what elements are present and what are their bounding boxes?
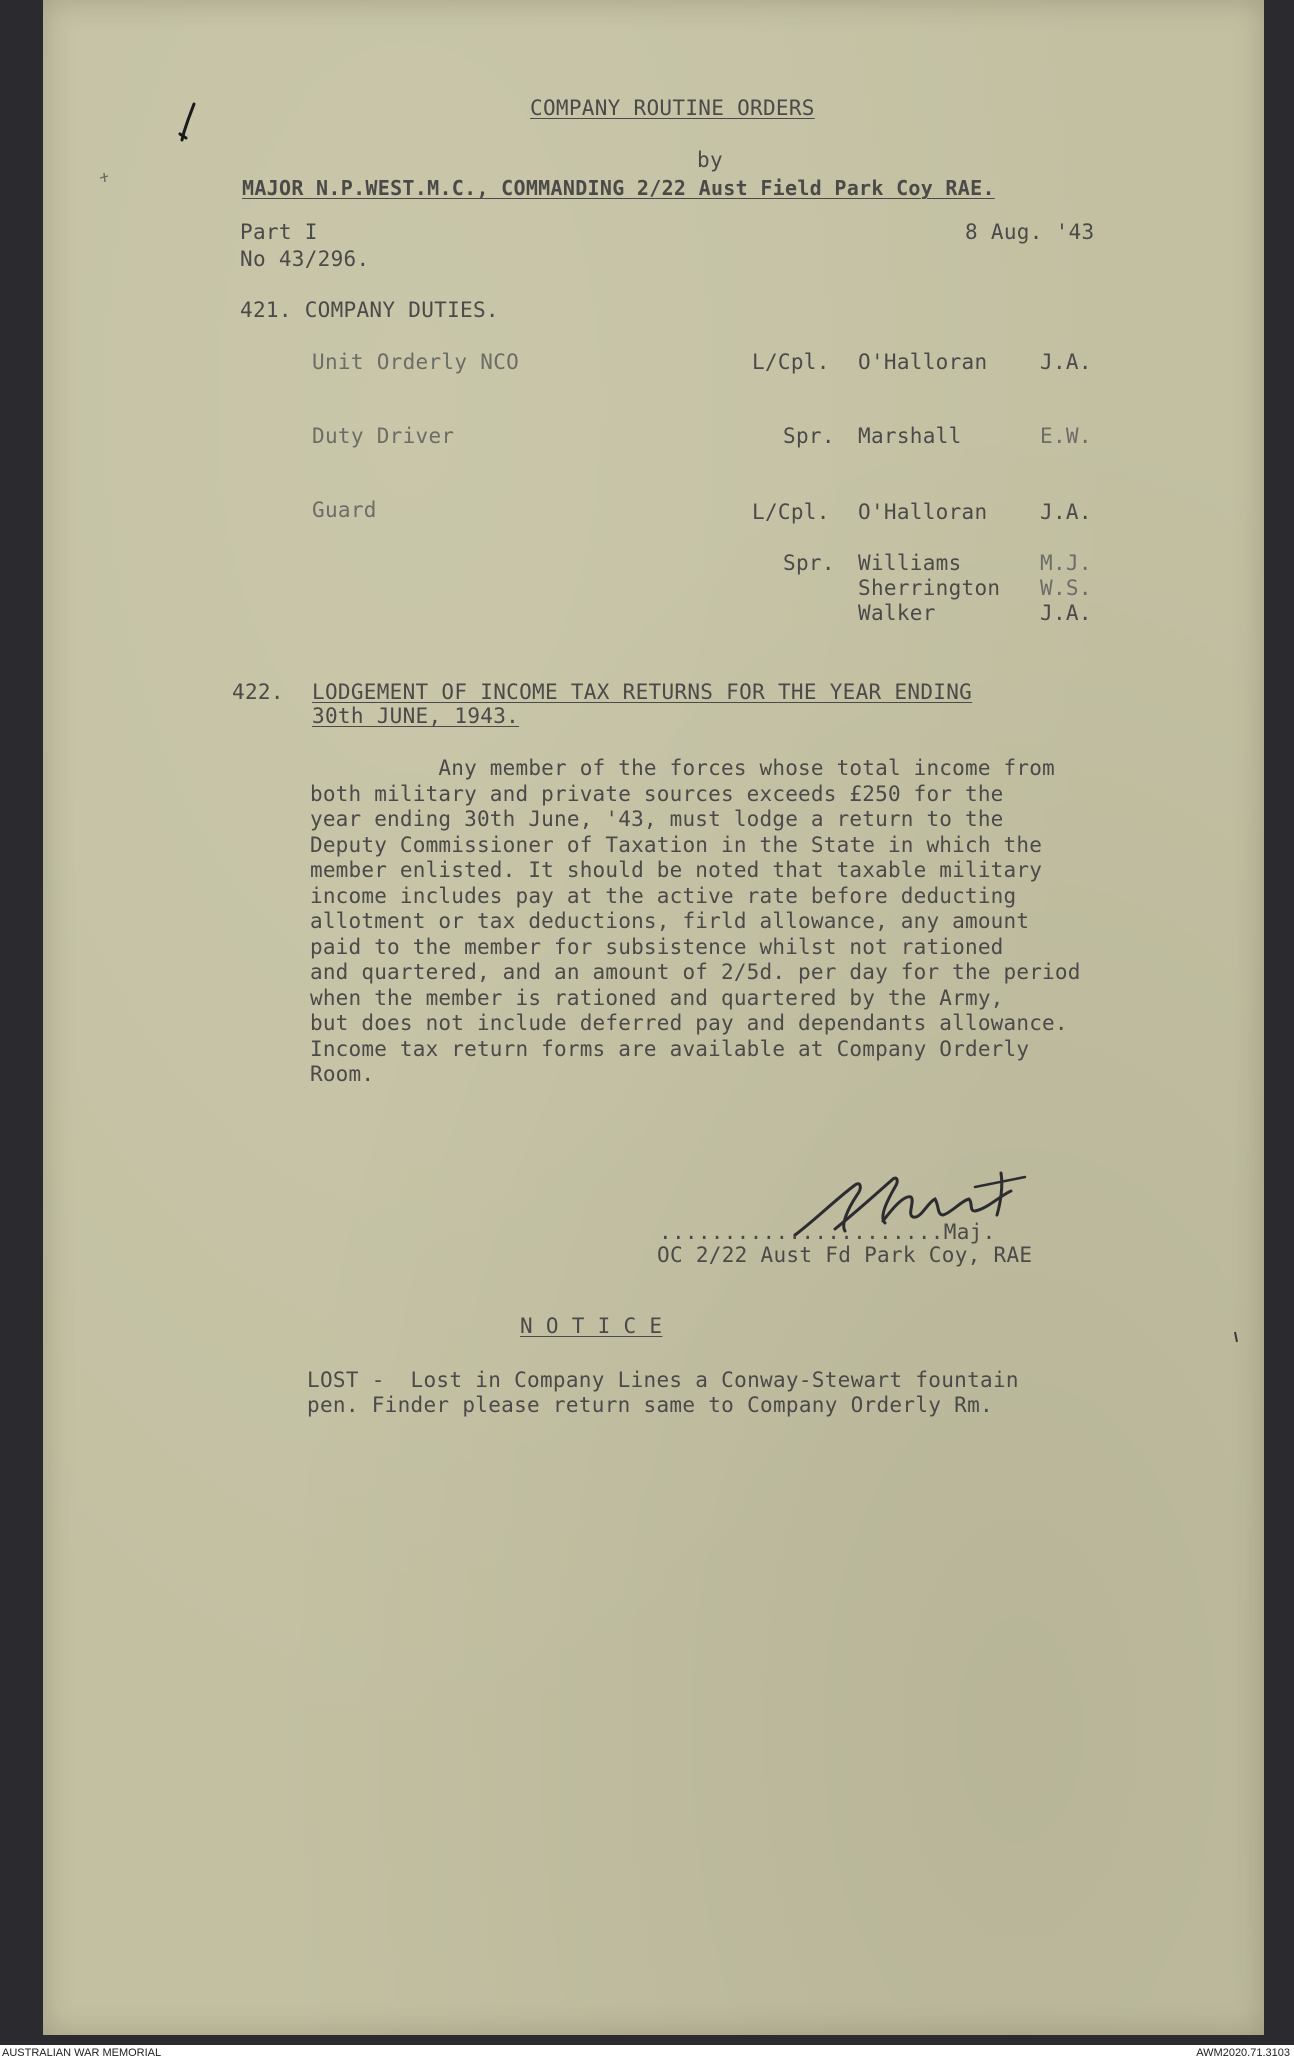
paragraph-line: and quartered, and an amount of 2/5d. per day for the period — [310, 960, 1081, 984]
part-label: Part I — [240, 220, 318, 244]
paragraph-line: Income tax return forms are available at Company Orderly — [310, 1036, 1030, 1061]
guard-member-name: Williams — [858, 551, 962, 575]
guard-member-initials: M.J. — [1040, 551, 1092, 575]
paragraph-line: Any member of the forces whose total income from — [310, 756, 1055, 780]
paragraph-line: year ending 30th June, '43, must lodge a return to the — [310, 807, 1004, 831]
notice-heading: N O T I C E — [520, 1314, 663, 1338]
duty-initials: J.A. — [1040, 350, 1092, 374]
archive-reference: AWM2020.71.3103 — [1196, 2047, 1290, 2059]
duty-name: Marshall — [858, 424, 962, 448]
pencil-tick-mark — [170, 100, 210, 145]
signature-dots: ......................Maj. — [659, 1220, 996, 1244]
guard-member-name: Sherrington — [858, 576, 1001, 600]
duty-initials: E.W. — [1040, 424, 1092, 448]
section-422-heading-line1: LODGEMENT OF INCOME TAX RETURNS FOR THE YEAR ENDING — [312, 680, 973, 704]
paragraph-line: both military and private sources exceeds £250 for the — [310, 781, 1004, 806]
duty-name: O'Halloran — [858, 350, 988, 374]
duty-rank: L/Cpl. — [752, 350, 830, 374]
paragraph-line: member enlisted. It should be noted that taxable military — [310, 858, 1043, 882]
paragraph-line: income includes pay at the active rate before deducting — [310, 883, 1017, 908]
paragraph-line: allotment or tax deductions, firld allowance, any amount — [310, 909, 1030, 933]
section-421-heading: 421. COMPANY DUTIES. — [240, 298, 499, 322]
duty-initials: J.A. — [1040, 500, 1092, 524]
order-date: 8 Aug. '43 — [965, 220, 1095, 244]
paragraph-line: paid to the member for subsistence whilst not rationed — [310, 934, 1004, 959]
duty-role: Guard — [312, 498, 377, 522]
notice-line-1: LOST - Lost in Company Lines a Conway-Stewart fountain — [307, 1368, 1019, 1392]
duty-role: Unit Orderly NCO — [312, 350, 520, 374]
duty-rank: Spr. — [783, 424, 835, 448]
income-tax-paragraph — [310, 756, 1230, 1088]
paragraph-line: but does not include deferred pay and dependants allowance. — [310, 1011, 1068, 1035]
paragraph-line: when the member is rationed and quartered by the Army, — [310, 985, 1004, 1010]
by-label: by — [697, 148, 723, 172]
guard-member-name: Walker — [858, 601, 936, 625]
notice-line-2: pen. Finder please return same to Company Orderly Rm. — [307, 1393, 993, 1417]
paragraph-line: Deputy Commissioner of Taxation in the State in which the — [310, 832, 1043, 857]
document-title: COMPANY ROUTINE ORDERS — [530, 96, 815, 120]
order-number: No 43/296. — [240, 247, 370, 271]
edge-mark — [1232, 1330, 1242, 1344]
paragraph-line: Room. — [310, 1062, 375, 1086]
section-422-number: 422. — [232, 680, 284, 704]
signature-title: OC 2/22 Aust Fd Park Coy, RAE — [657, 1243, 1033, 1267]
commander-line: MAJOR N.P.WEST.M.C., COMMANDING 2/22 Aust Field Park Coy RAE. — [242, 176, 995, 200]
duty-rank: L/Cpl. — [752, 500, 830, 524]
section-422-heading-line2: 30th JUNE, 1943. — [312, 704, 520, 728]
archive-footer — [0, 2045, 1294, 2061]
archive-name: AUSTRALIAN WAR MEMORIAL — [2, 2047, 162, 2059]
duty-name: O'Halloran — [858, 500, 988, 524]
guard-member-initials: J.A. — [1040, 601, 1092, 625]
duty-role: Duty Driver — [312, 424, 455, 448]
small-pencil-mark — [96, 168, 116, 188]
guard-rank: Spr. — [783, 551, 835, 575]
guard-member-initials: W.S. — [1040, 576, 1092, 600]
